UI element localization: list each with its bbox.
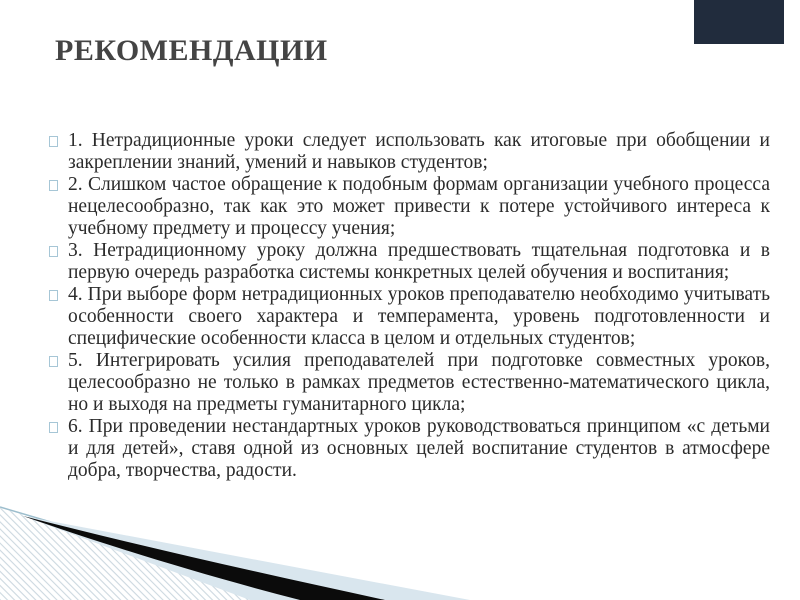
list-item <box>48 350 770 416</box>
swoosh-edge-line <box>0 507 315 600</box>
square-bullet-icon <box>49 290 58 301</box>
list-item-text: 2. Слишком частое обращение к подобным формам организации учебного процесса нецелесообразно, так как это может привести к потере устойчивого интереса к учебному предмету и процессу учения; <box>68 174 770 239</box>
list-item <box>48 130 770 174</box>
black-blade <box>23 516 385 600</box>
square-bullet-icon <box>49 136 58 147</box>
list-item-text: 1. Нетрадиционные уроки следует использовать как итоговые при обобщении и закреплении знаний, умений и навыков студентов; <box>68 130 770 173</box>
list-item-text: 6. При проведении нестандартных уроков руководствоваться принципом «с детьми и для детей», ставя одной из основных целей воспитание студентов в атмосфере добра, творчества, радости. <box>68 416 770 481</box>
pinstripe-triangle <box>0 508 315 600</box>
list-item <box>48 240 770 284</box>
square-bullet-icon <box>49 246 58 257</box>
list-item-text: 4. При выборе форм нетрадиционных уроков преподавателю необходимо учитывать особенности своего характера и темперамента, уровень подготовленности и специфические особенности класса в целом и отдельных студентов; <box>68 284 770 349</box>
list-item-text: 3. Нетрадиционному уроку должна предшествовать тщательная подготовка и в первую очередь разработка системы конкретных целей обучения и воспитания; <box>68 240 770 283</box>
list-item-text: 5. Интегрировать усилия преподавателей при подготовке совместных уроков, целесообразно не только в рамках предметов естественно-математического цикла, но и выходя на предметы гуманитарного цикла; <box>68 350 770 415</box>
list-item <box>48 284 770 350</box>
square-bullet-icon <box>49 356 58 367</box>
list-item <box>48 174 770 240</box>
square-bullet-icon <box>49 180 58 191</box>
corner-accent-square <box>694 0 784 44</box>
blue-wedge <box>23 516 470 600</box>
slide-title: РЕКОМЕНДАЦИИ <box>55 34 328 67</box>
square-bullet-icon <box>49 422 58 433</box>
recommendations-list <box>48 130 770 482</box>
list-item <box>48 416 770 482</box>
